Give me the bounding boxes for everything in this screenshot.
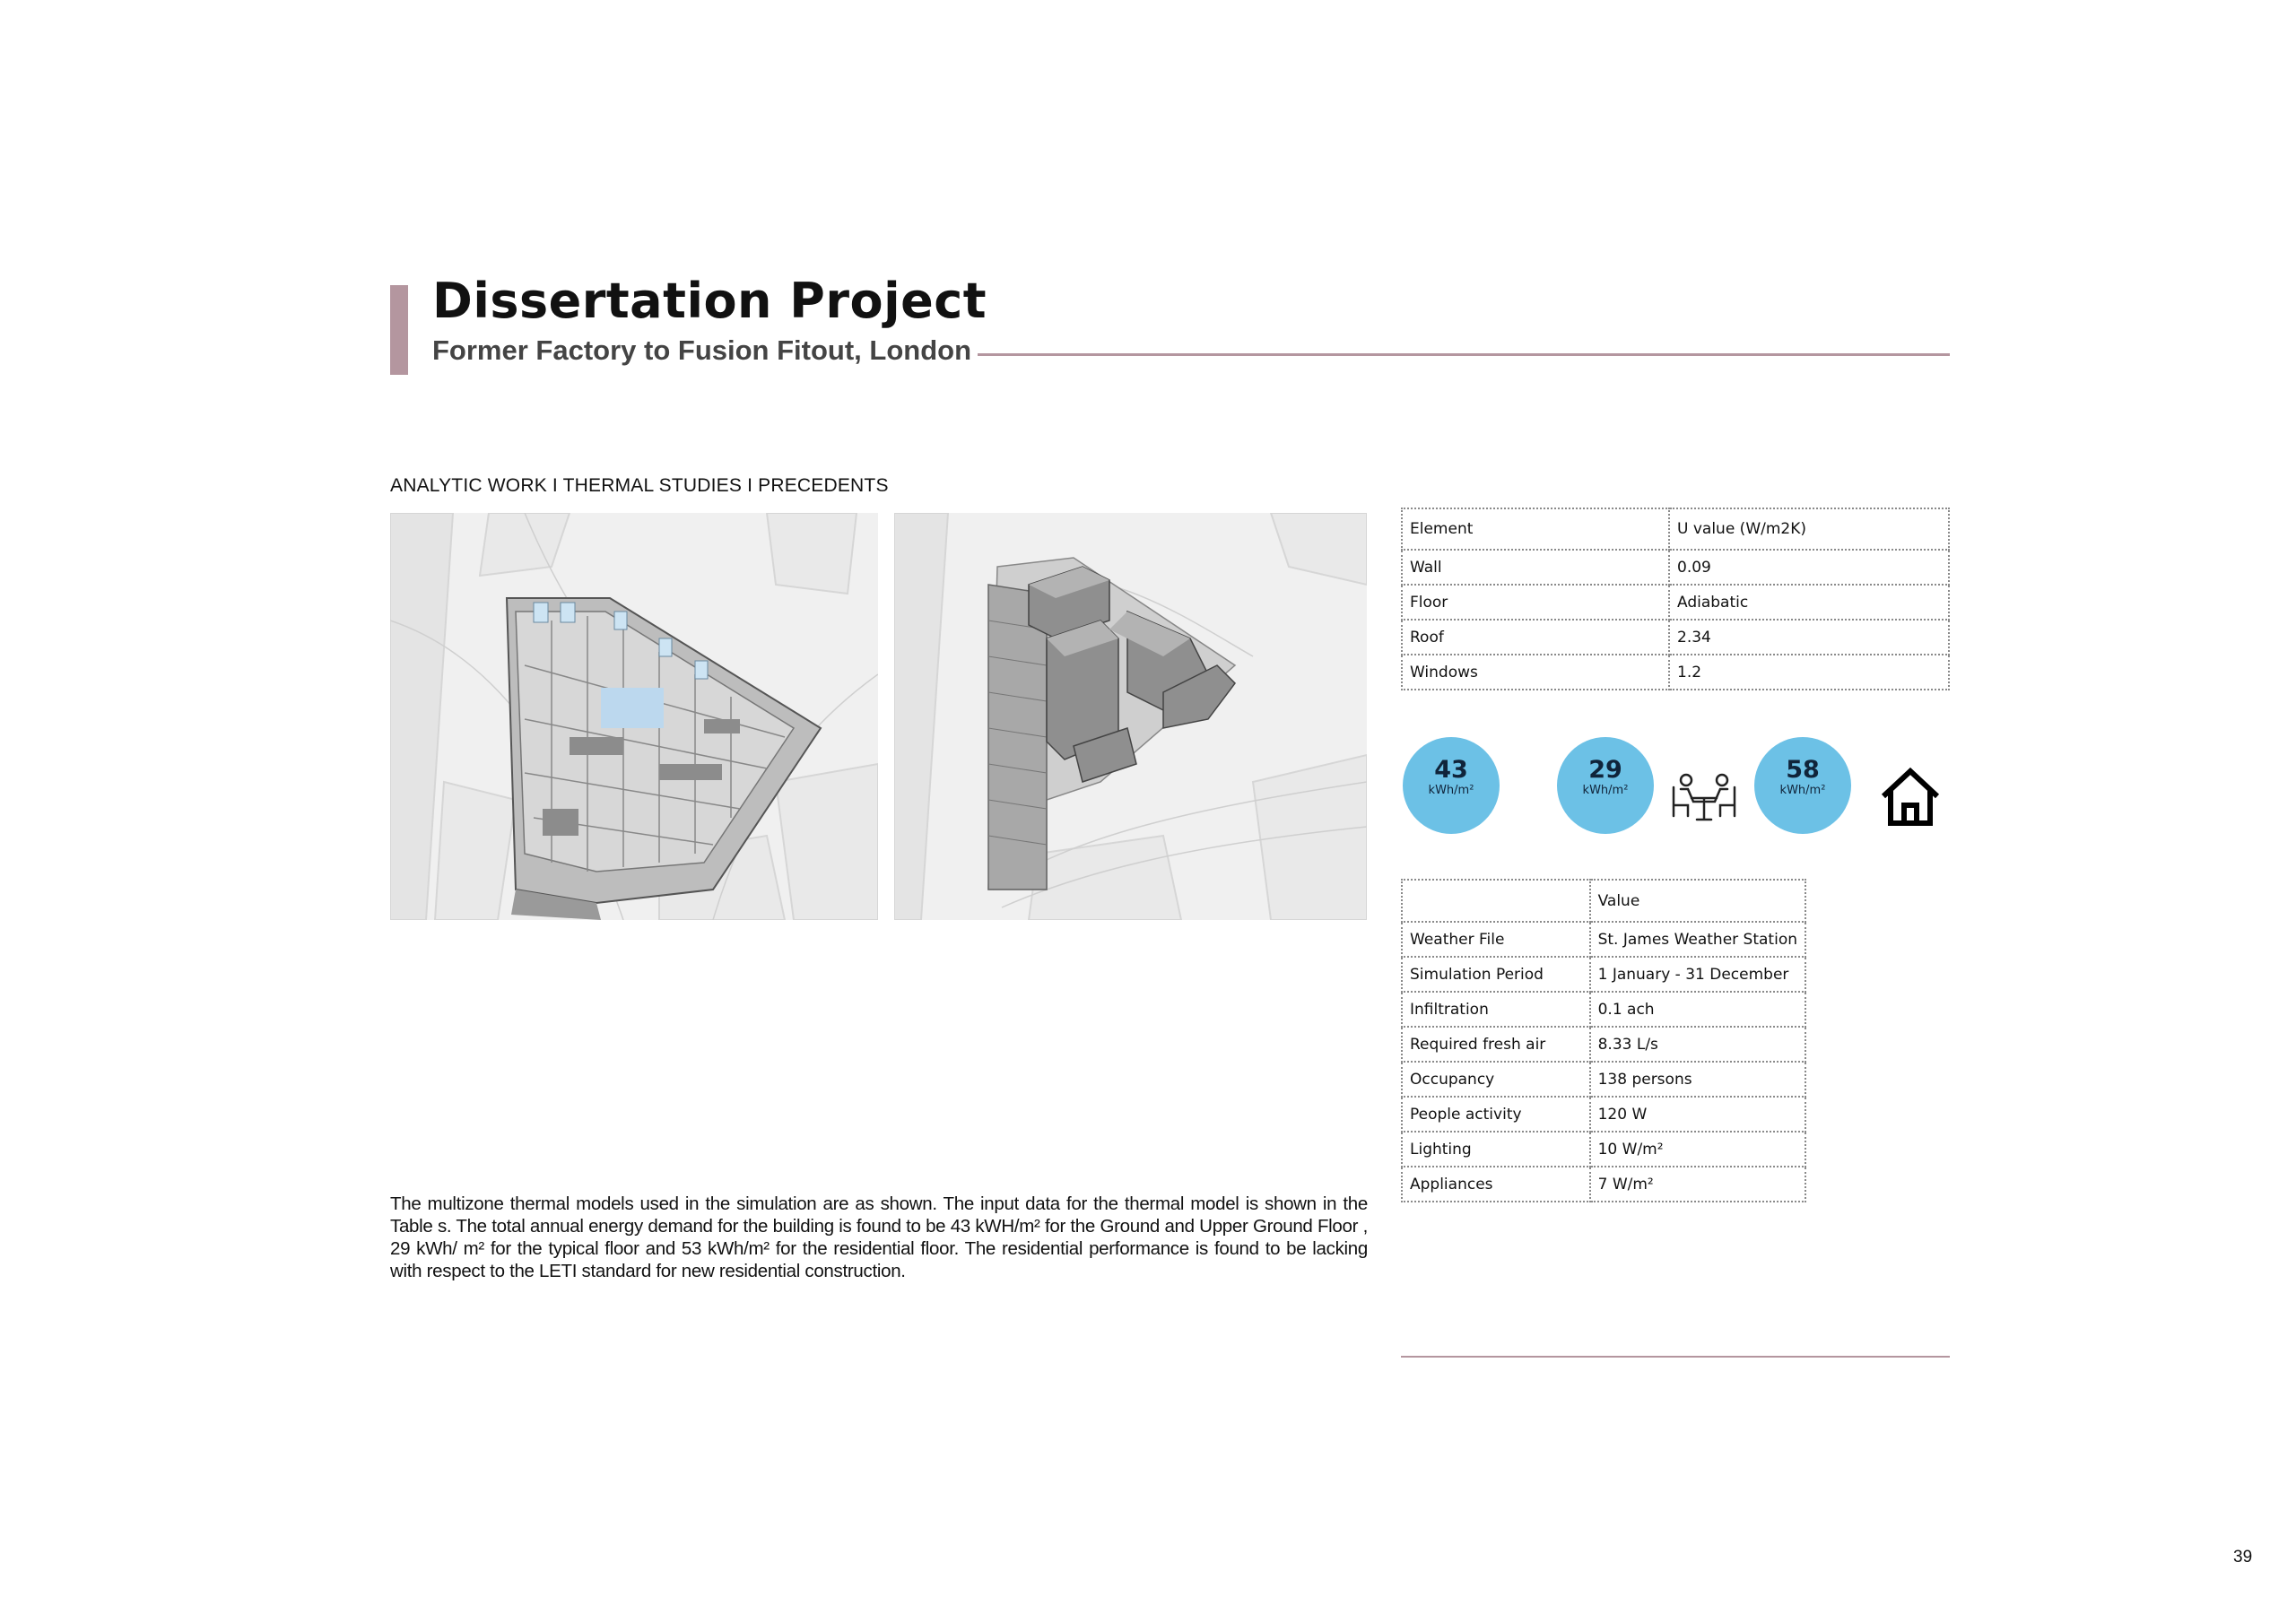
table-header-cell: U value (W/m2K)	[1669, 508, 1949, 550]
table-cell: Appliances	[1402, 1167, 1590, 1202]
table-cell: 0.1 ach	[1590, 992, 1805, 1027]
energy-badge-ground-floor	[1403, 737, 1500, 834]
page-number: 39	[2233, 1548, 2253, 1567]
table-cell: 138 persons	[1590, 1062, 1805, 1097]
table-cell: Lighting	[1402, 1132, 1590, 1167]
table-row	[1402, 1062, 1805, 1097]
energy-badge-residential-floor	[1754, 737, 1851, 834]
table-cell: 2.34	[1669, 620, 1949, 655]
body-paragraph: The multizone thermal models used in the simulation are as shown. The input data for the thermal model is shown in the Table s. The total annual energy demand for the building is found to be 43 kWH/m² for the Ground and Upper Ground Floor , 29 kWh/ m² for the typical floor and 53 kWh/m² for the residential floor. The residential performance is found to be lacking with respect to the LETI standard for new residential construction.	[390, 1193, 1368, 1281]
table-cell: Occupancy	[1402, 1062, 1590, 1097]
table-row	[1402, 1027, 1805, 1062]
energy-unit: kWh/m²	[1582, 784, 1629, 797]
table-cell: 120 W	[1590, 1097, 1805, 1132]
table-cell: Simulation Period	[1402, 957, 1590, 992]
table-cell: 1 January - 31 December	[1590, 957, 1805, 992]
page-subtitle: Former Factory to Fusion Fitout, London	[432, 334, 972, 366]
table-cell: St. James Weather Station	[1590, 922, 1805, 957]
uvalue-table	[1401, 508, 1950, 690]
house-icon	[1878, 764, 1943, 829]
simulation-input-table	[1401, 879, 1806, 1202]
table-cell: Infiltration	[1402, 992, 1590, 1027]
table-row	[1402, 1097, 1805, 1132]
table-row	[1402, 1132, 1805, 1167]
table-cell: Roof	[1402, 620, 1669, 655]
header-divider	[978, 353, 1950, 356]
table-header-row	[1402, 880, 1805, 922]
energy-unit: kWh/m²	[1428, 784, 1474, 797]
energy-unit: kWh/m²	[1779, 784, 1826, 797]
table-cell: 0.09	[1669, 550, 1949, 585]
table-row	[1402, 655, 1949, 690]
table-header-cell: Element	[1402, 508, 1669, 550]
table-header-row	[1402, 508, 1949, 550]
table-row	[1402, 620, 1949, 655]
energy-value: 29	[1588, 756, 1622, 784]
page-title: Dissertation Project	[432, 273, 987, 329]
table-cell: Windows	[1402, 655, 1669, 690]
table-cell: Floor	[1402, 585, 1669, 620]
footer-divider	[1401, 1356, 1950, 1358]
table-row	[1402, 585, 1949, 620]
table-row	[1402, 550, 1949, 585]
energy-badge-typical-floor	[1557, 737, 1654, 834]
table-cell: 1.2	[1669, 655, 1949, 690]
table-cell: 8.33 L/s	[1590, 1027, 1805, 1062]
table-cell: Weather File	[1402, 922, 1590, 957]
table-cell: 10 W/m²	[1590, 1132, 1805, 1167]
table-cell: Wall	[1402, 550, 1669, 585]
energy-value: 43	[1434, 756, 1468, 784]
table-cell: People activity	[1402, 1097, 1590, 1132]
table-header-cell: Value	[1590, 880, 1805, 922]
table-cell: Required fresh air	[1402, 1027, 1590, 1062]
table-cell: Adiabatic	[1669, 585, 1949, 620]
thermal-model-image-left	[390, 513, 878, 920]
thermal-model-image-right	[894, 513, 1367, 920]
table-header-cell	[1402, 880, 1590, 922]
table-row	[1402, 957, 1805, 992]
title-accent-bar	[390, 285, 408, 375]
table-row	[1402, 1167, 1805, 1202]
table-row	[1402, 922, 1805, 957]
section-label: ANALYTIC WORK I THERMAL STUDIES I PRECEDENTS	[390, 475, 889, 496]
table-row	[1402, 992, 1805, 1027]
table-cell: 7 W/m²	[1590, 1167, 1805, 1202]
energy-value: 58	[1786, 756, 1820, 784]
people-at-table-icon	[1666, 771, 1742, 825]
